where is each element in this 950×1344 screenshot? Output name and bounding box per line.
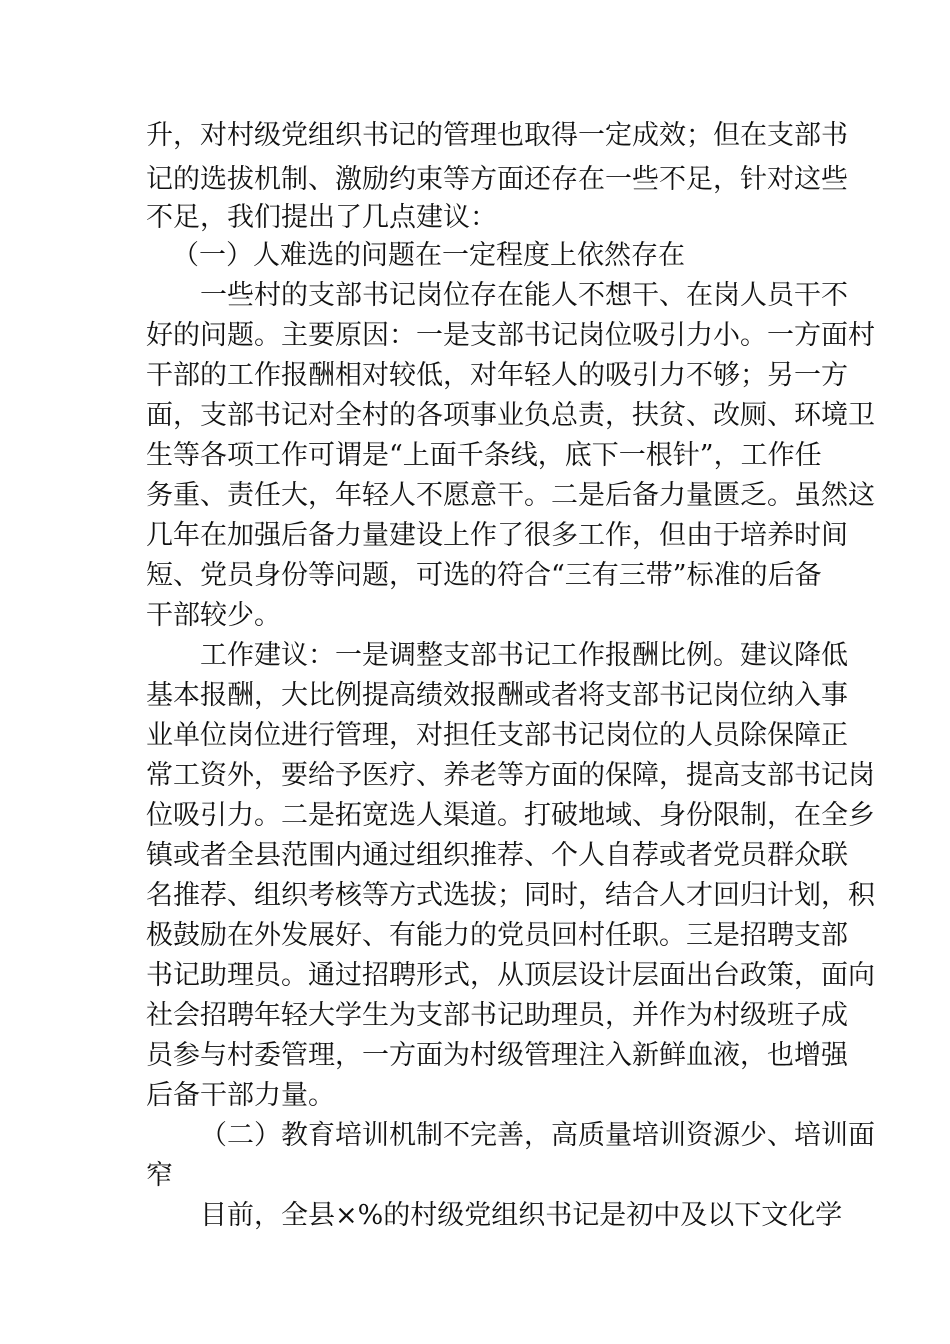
- text-line: 位吸引力。二是拓宽选人渠道。打破地域、身份限制，在全乡: [146, 800, 875, 831]
- text-line: 员参与村委管理，一方面为村级管理注入新鲜血液，也增强: [146, 1040, 848, 1071]
- section-heading: （一）人难选的问题在一定程度上依然存在: [172, 240, 685, 271]
- text-line: 短、党员身份等问题，可选的符合“三有三带”标准的后备: [146, 560, 822, 591]
- text-line: 书记助理员。通过招聘形式，从顶层设计层面出台政策，面向: [146, 960, 875, 991]
- text-line: 镇或者全县范围内通过组织推荐、个人自荐或者党员群众联: [146, 840, 848, 871]
- text-line: 基本报酬，大比例提高绩效报酬或者将支部书记岗位纳入事: [146, 680, 848, 711]
- text-line: 社会招聘年轻大学生为支部书记助理员，并作为村级班子成: [146, 1000, 848, 1031]
- text-line: 后备干部力量。: [146, 1080, 335, 1111]
- text-line: 工作建议：一是调整支部书记工作报酬比例。建议降低: [200, 640, 848, 671]
- text-line: 不足，我们提出了几点建议：: [146, 202, 497, 233]
- text-line: 名推荐、组织考核等方式选拔；同时，结合人才回归计划，积: [146, 880, 875, 911]
- text-line: 面，支部书记对全村的各项事业负总责，扶贫、改厕、环境卫: [146, 400, 875, 431]
- text-line: 好的问题。主要原因：一是支部书记岗位吸引力小。一方面村: [146, 320, 875, 351]
- text-line: 几年在加强后备力量建设上作了很多工作，但由于培养时间: [146, 520, 848, 551]
- text-line: 务重、责任大，年轻人不愿意干。二是后备力量匮乏。虽然这: [146, 480, 875, 511]
- text-line: 极鼓励在外发展好、有能力的党员回村任职。三是招聘支部: [146, 920, 848, 951]
- text-line: 干部较少。: [146, 600, 281, 631]
- text-line: 常工资外，要给予医疗、养老等方面的保障，提高支部书记岗: [146, 760, 875, 791]
- section-heading: 窄: [146, 1160, 173, 1191]
- text-line: 一些村的支部书记岗位存在能人不想干、在岗人员干不: [200, 280, 848, 311]
- text-line: 业单位岗位进行管理，对担任支部书记岗位的人员除保障正: [146, 720, 848, 751]
- text-line: 目前，全县×%的村级党组织书记是初中及以下文化学: [200, 1200, 843, 1231]
- section-heading: （二）教育培训机制不完善，高质量培训资源少、培训面: [200, 1120, 875, 1151]
- text-line: 升，对村级党组织书记的管理也取得一定成效；但在支部书: [146, 120, 848, 151]
- text-line: 生等各项工作可谓是“上面千条线，底下一根针”，工作任: [146, 440, 822, 471]
- text-line: 干部的工作报酬相对较低，对年轻人的吸引力不够；另一方: [146, 360, 848, 391]
- text-line: 记的选拔机制、激励约束等方面还存在一些不足，针对这些: [146, 164, 848, 195]
